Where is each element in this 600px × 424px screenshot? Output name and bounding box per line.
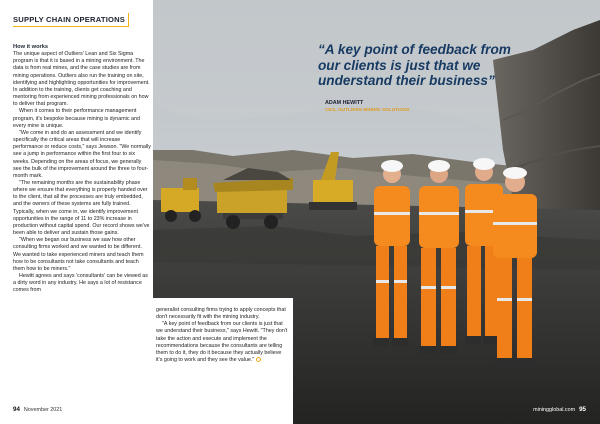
issue-date: November 2021 xyxy=(23,407,63,413)
subheading: How it works xyxy=(13,44,49,50)
paragraph: generalist consulting firms trying to apply concepts that don't necessarily fit with the mining industry. xyxy=(156,307,286,321)
paragraph: The unique aspect of Outliers' Lean and Six Sigma program is that it is based in a mining environment. The data is from real mines, and the case studies are from mining operations. Outliers also run the training on site, identifying and highlighting opportunities for improvement. In addition to the training, clients get coaching and mentoring from experienced mining professionals on how to deliver that program. xyxy=(13,51,150,108)
quote-attribution-name: ADAM HEWITT xyxy=(325,100,364,106)
left-folio xyxy=(13,406,62,413)
quote-attribution-role: CEO, OUTLIERS MINING SOLUTIONS xyxy=(325,107,410,112)
paragraph-text: "A key point of feedback from our clients is just that we understand their business," says Hewitt. "They don't take the action and execute and implement the recommendations because the consultants are telling them to do it, they do it because they actually believe it's going to work and they see the value." xyxy=(156,321,288,364)
right-page-number: 95 xyxy=(579,406,586,413)
article-column-2 xyxy=(156,307,289,364)
paragraph: "The remaining months are the sustainability phase where we ensure that everything is properly handed over to the client, that all the processes are truly embedded, and the owners of these systems are fully trained. Typically, when we come in, we identify improvement opportunities in the range of 11 to 23% increase in production without capital spend. Our record shows we've been able to deliver and sustain those gains. xyxy=(13,179,150,237)
paragraph: "When we began our business we saw how other consulting firms worked and we wanted to be different. We wanted to take experienced miners and teach them how to be consultants not take consultants and teach them how to be miners." xyxy=(13,237,144,272)
paragraph xyxy=(156,321,289,364)
left-page xyxy=(0,0,153,424)
paragraph: When it comes to their performance management program, it's bespoke because mining is dynamic and every mine is unique. xyxy=(13,108,140,129)
paragraph: "We come in and do an assessment and we identify specifically the critical areas that will increase performance or reduce costs," says Jewson. "We normally see a jump in performance within the first four to six weeks. Depending on the areas of focus, we generally see the bulk of the improvement around the three to four-month mark. xyxy=(13,129,151,179)
paragraph: Hewitt agrees and says 'consultants' can be viewed as a dirty word in any industry. He says a lot of resistance comes from xyxy=(13,273,148,294)
section-rule xyxy=(13,26,128,27)
section-rule-tick xyxy=(128,13,129,27)
left-page-number: 94 xyxy=(13,406,20,413)
section-label: SUPPLY CHAIN OPERATIONS xyxy=(13,15,126,24)
end-mark-icon xyxy=(256,357,261,362)
pull-quote: “A key point of feedback from our clients is just that we understand their business” xyxy=(318,42,511,89)
article-column-1 xyxy=(13,44,151,294)
right-folio xyxy=(533,406,586,413)
website: miningglobal.com xyxy=(533,407,576,413)
